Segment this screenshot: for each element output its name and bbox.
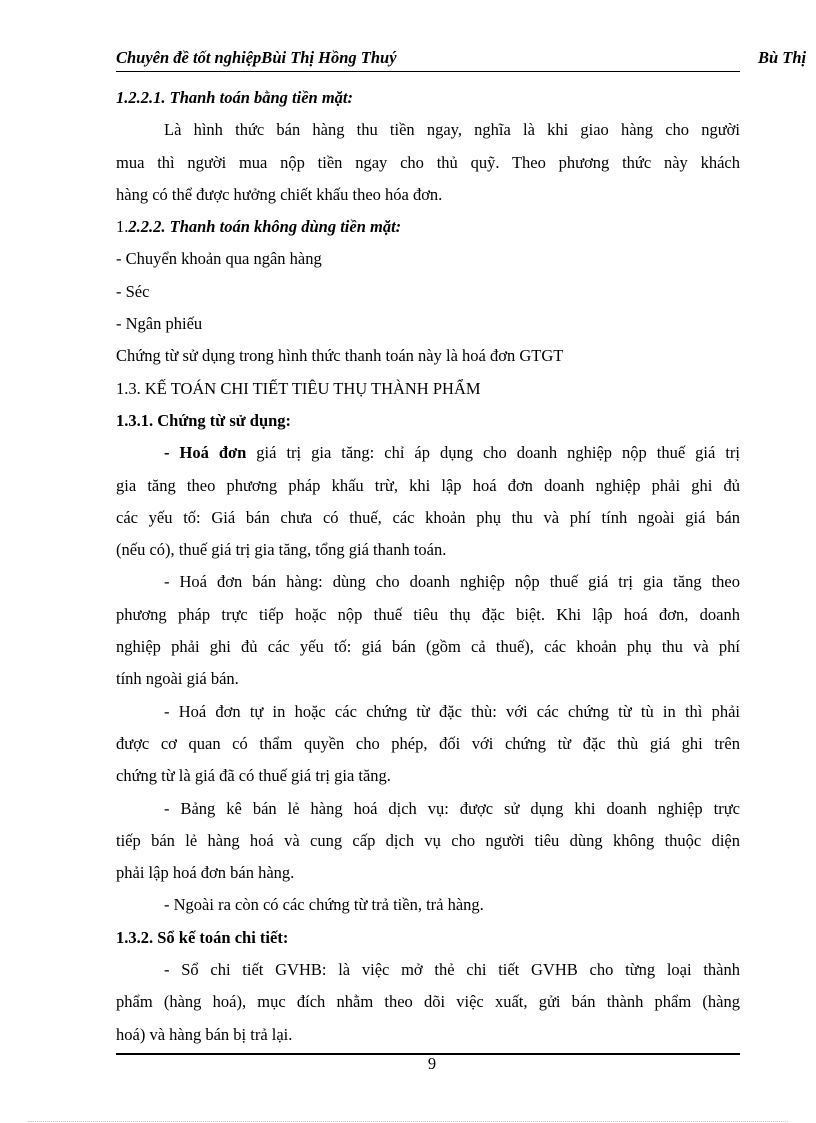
paragraph-line: các yếu tố: Giá bán chưa có thuế, các khoản phụ thu và phí tính ngoài giá bán <box>116 507 740 527</box>
paragraph-line: phải lập hoá đơn bán hàng. <box>116 863 295 883</box>
paragraph-line: (nếu có), thuế giá trị gia tăng, tổng giá thanh toán. <box>116 540 447 560</box>
paragraph-line: hoá) và hàng bán bị trả lại. <box>116 1024 293 1044</box>
paragraph-line: tiếp bán lẻ hàng hoá và cung cấp dịch vụ cho người tiêu dùng không thuộc diện <box>116 830 740 850</box>
paragraph-line: được cơ quan có thẩm quyền cho phép, đối với chứng từ đặc thù giá ghi trên <box>116 733 740 753</box>
heading-1-3-1: 1.3.1. Chứng từ sử dụng: <box>116 410 292 430</box>
paragraph-line <box>116 437 740 469</box>
paragraph-text: giá trị gia tăng: chỉ áp dụng cho doanh nghiệp nộp thuế giá trị <box>246 443 740 463</box>
paragraph-line: Chứng từ sử dụng trong hình thức thanh toán này là hoá đơn GTGT <box>116 346 564 366</box>
paragraph-line: hàng có thể được hưởng chiết khấu theo hóa đơn. <box>116 184 443 204</box>
list-item: - Chuyển khoản qua ngân hàng <box>116 249 322 269</box>
paragraph-line: nghiệp phải ghi đủ các yếu tố: giá bán (gồm cả thuế), các khoản phụ thu và phí <box>116 637 740 657</box>
document-body <box>116 82 740 1051</box>
paragraph-line: - Hoá đơn bán hàng: dùng cho doanh nghiệp nộp thuế giá trị gia tăng theo <box>164 572 740 592</box>
paragraph-line: - Hoá đơn tự in hoặc các chứng từ đặc thù: với các chứng từ tù in thì phải <box>164 701 740 721</box>
list-item: - Séc <box>116 281 150 301</box>
header-author: Bù Thị <box>758 48 807 67</box>
page-number: 9 <box>427 1054 437 1073</box>
paragraph-line: mua thì người mua nộp tiền ngay cho thủ quỹ. Theo phương thức này khách <box>116 152 740 172</box>
paragraph-line: - Sổ chi tiết GVHB: là việc mở thẻ chi tiết GVHB cho từng loại thành <box>164 960 740 980</box>
paragraph-line: tính ngoài giá bán. <box>116 669 239 689</box>
paragraph-line: phẩm (hàng hoá), mục đích nhằm theo dõi việc xuất, gửi bán thành phẩm (hàng <box>116 992 740 1012</box>
paragraph-line: Là hình thức bán hàng thu tiền ngay, nghĩa là khi giao hàng cho người <box>164 120 740 140</box>
heading-text: 2.2.2. Thanh toán không dùng tiền mặt: <box>128 217 402 237</box>
page-break-line <box>28 1121 788 1122</box>
paragraph-line: chứng từ là giá đã có thuế giá trị gia tăng. <box>116 766 391 786</box>
heading-1-2-2-1: 1.2.2.1. Thanh toán bằng tiền mặt: <box>116 88 354 107</box>
page-header <box>116 48 816 72</box>
header-title: Chuyên đề tốt nghiệpBùi Thị Hồng Thuý <box>116 48 397 67</box>
paragraph-line: - Ngoài ra còn có các chứng từ trả tiền, trả hàng. <box>164 895 484 915</box>
heading-1-3-2: 1.3.2. Sổ kế toán chi tiết: <box>116 927 289 947</box>
bold-term: - Hoá đơn <box>164 443 247 463</box>
paragraph-line: phương pháp trực tiếp hoặc nộp thuế tiêu thụ đặc biệt. Khi lập hoá đơn, doanh <box>116 604 740 624</box>
paragraph-line: gia tăng theo phương pháp khấu trừ, khi lập hoá đơn doanh nghiệp phải ghi đủ <box>116 475 740 495</box>
header-rule <box>116 71 740 72</box>
list-item: - Ngân phiếu <box>116 314 203 334</box>
heading-number-prefix: 1. <box>116 217 129 237</box>
heading-1-2-2-2 <box>116 211 740 243</box>
heading-1-3: 1.3. KẾ TOÁN CHI TIẾT TIÊU THỤ THÀNH PHẨM <box>116 378 481 398</box>
paragraph-line: - Bảng kê bán lẻ hàng hoá dịch vụ: được sử dụng khi doanh nghiệp trực <box>164 798 740 818</box>
